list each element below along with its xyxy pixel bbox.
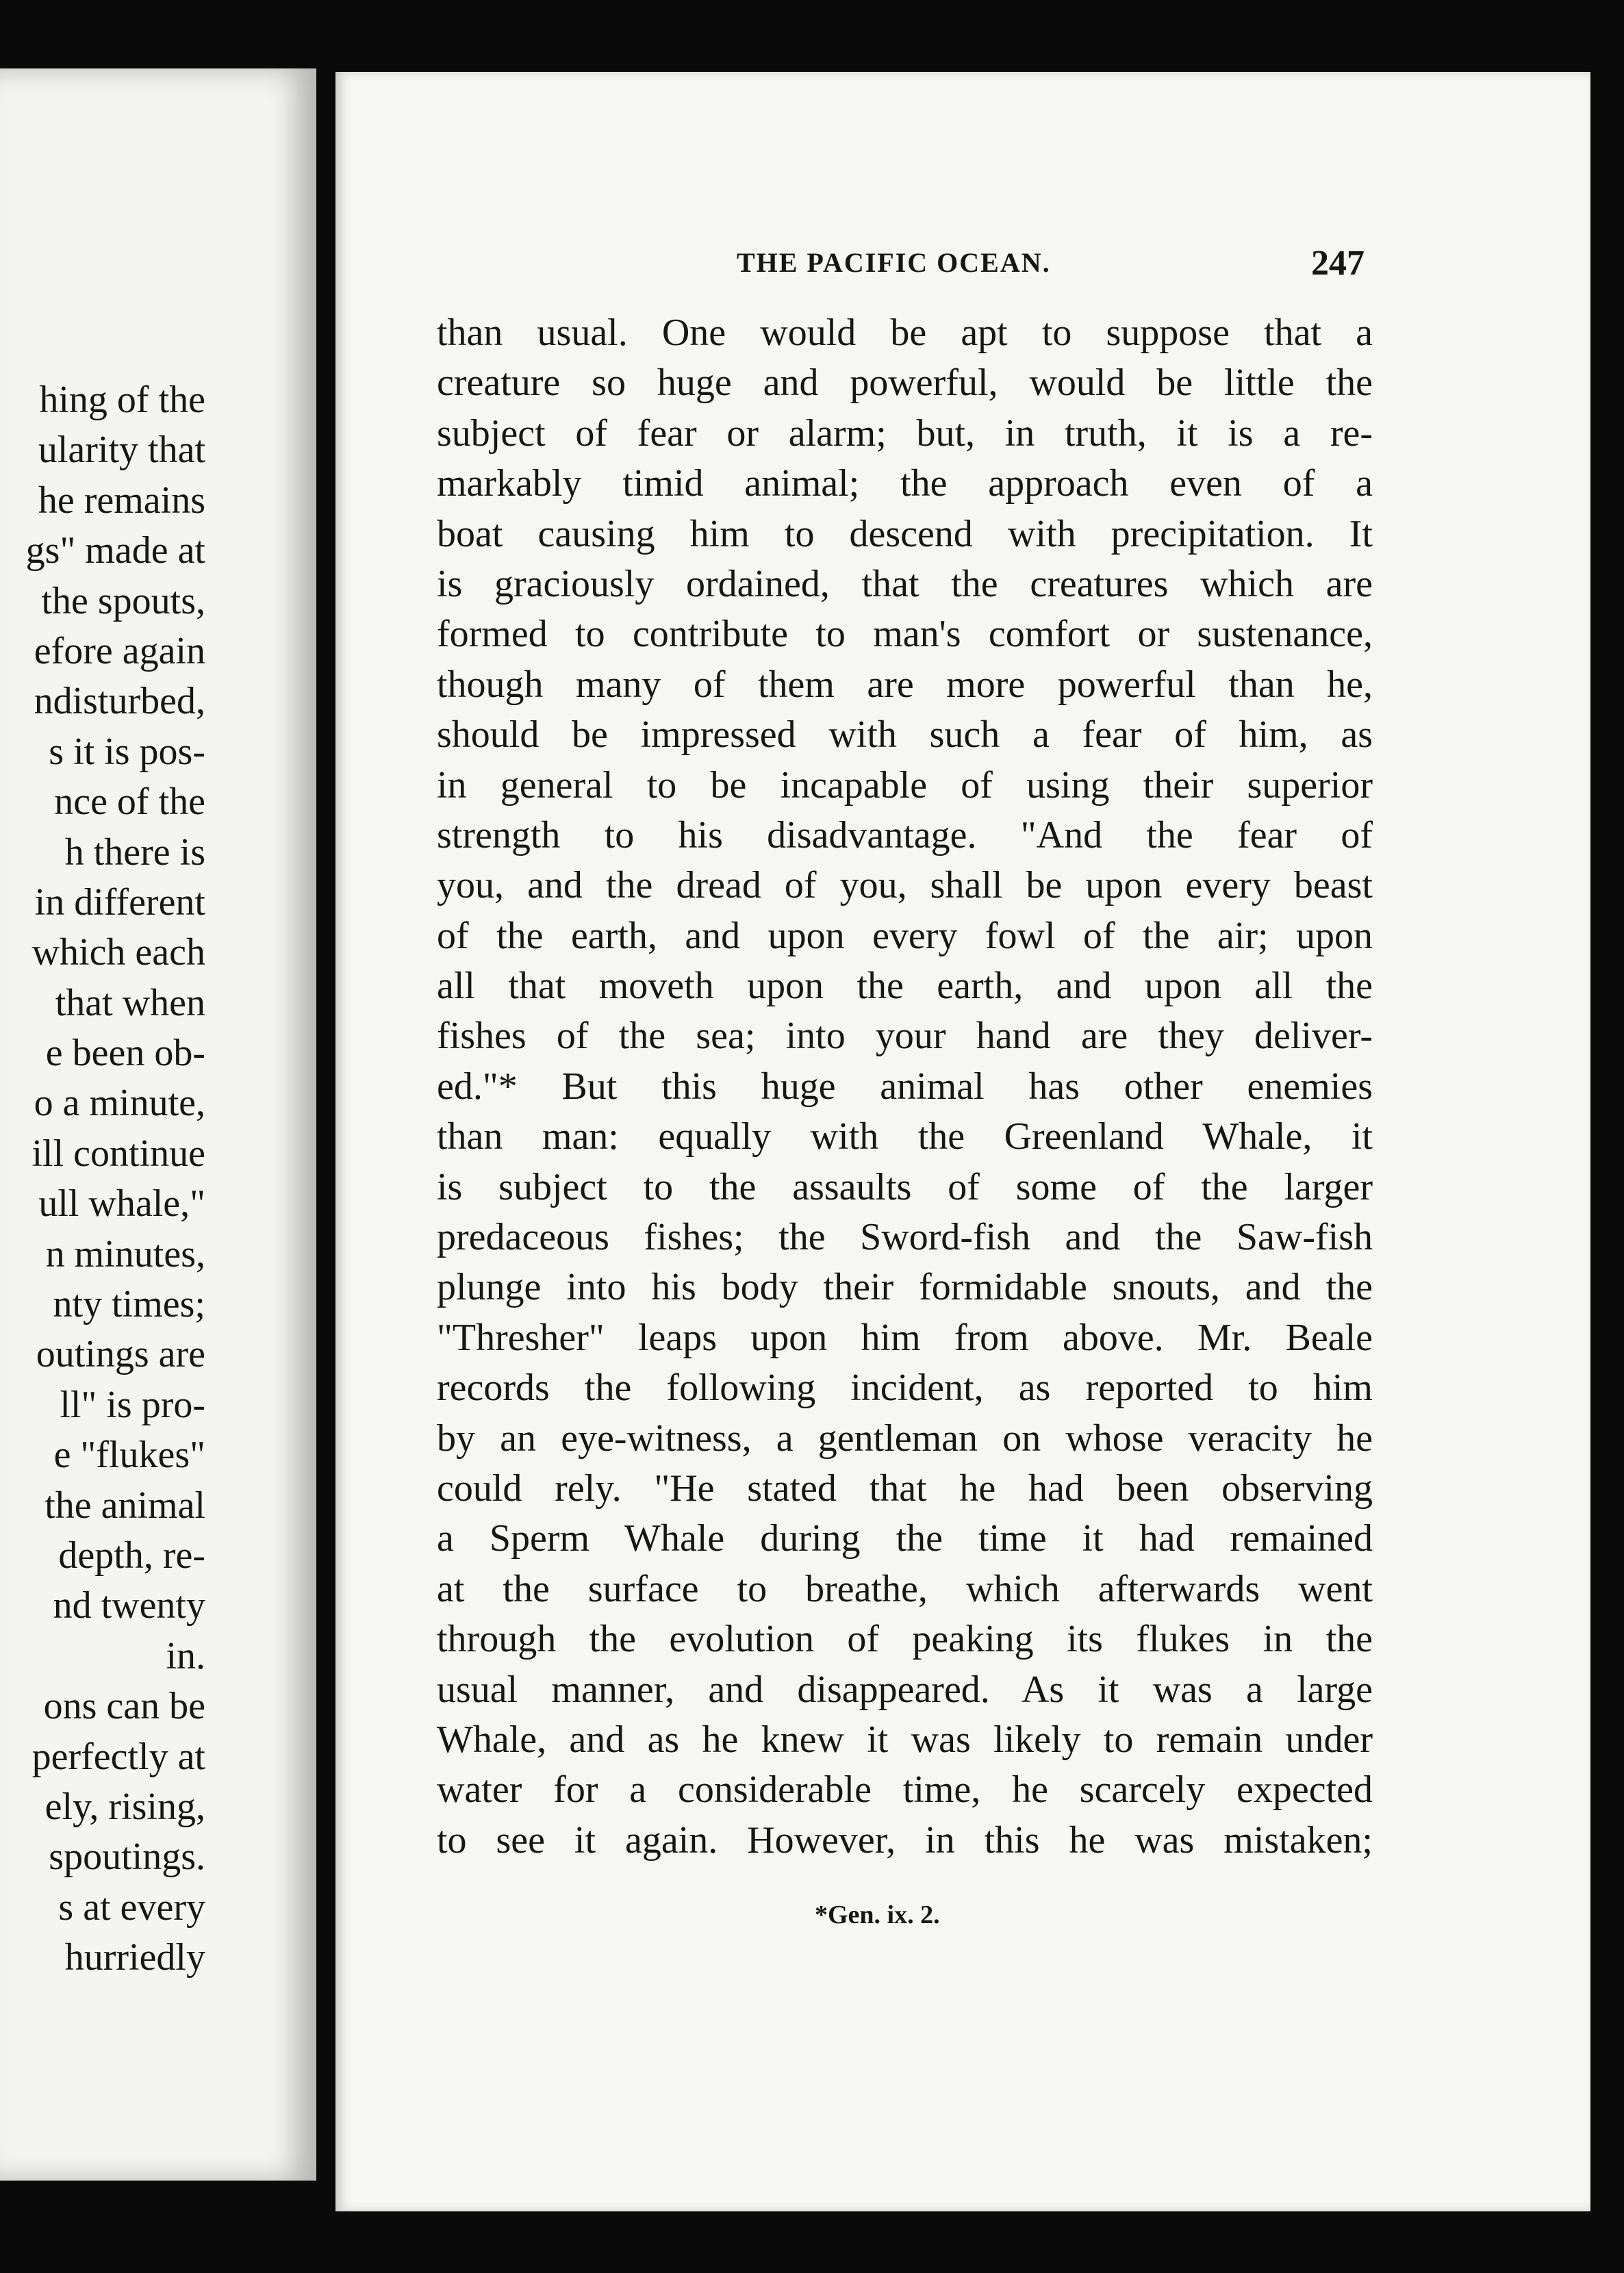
running-head: THE PACIFIC OCEAN.: [737, 247, 1051, 278]
text-line: is graciously ordained, that the creatures which are: [437, 562, 1373, 605]
left-text-line: ularity that: [38, 429, 205, 472]
text-line: boat causing him to descend with precipitation. It: [437, 512, 1373, 555]
left-text-line: the spouts,: [41, 579, 205, 622]
footnote: *Gen. ix. 2.: [815, 1901, 940, 1929]
left-text-line: outings are: [36, 1333, 205, 1376]
left-text-line: that when: [55, 981, 205, 1024]
text-line: water for a considerable time, he scarcely expected: [437, 1768, 1373, 1812]
left-text-line: perfectly at: [31, 1735, 205, 1778]
text-line: creature so huge and powerful, would be little the: [437, 361, 1373, 405]
left-page: [0, 68, 316, 2181]
left-text-line: nd twenty: [53, 1584, 205, 1627]
left-text-line: ndisturbed,: [34, 680, 205, 723]
text-line: records the following incident, as reported to him: [437, 1367, 1373, 1410]
left-text-line: ill continue: [31, 1132, 205, 1175]
text-line: than usual. One would be apt to suppose that a: [437, 312, 1373, 354]
left-text-line: in.: [166, 1634, 205, 1677]
text-line: a Sperm Whale during the time it had remained: [437, 1517, 1373, 1560]
left-text-line: efore again: [34, 629, 205, 672]
text-line: by an eye-witness, a gentleman on whose veracity he: [437, 1417, 1373, 1460]
text-line: than man: equally with the Greenland Whale, it: [437, 1115, 1373, 1158]
text-line: strength to his disadvantage. "And the fear of: [437, 813, 1373, 856]
text-line: you, and the dread of you, shall be upon every beast: [437, 864, 1373, 907]
body-text: [437, 308, 1373, 1866]
left-text-line: the animal: [45, 1484, 205, 1527]
left-text-line: hurriedly: [64, 1936, 205, 1979]
left-text-line: s at every: [58, 1885, 205, 1929]
text-line: should be impressed with such a fear of him, as: [437, 713, 1373, 757]
left-text-line: gs" made at: [25, 529, 205, 572]
left-text-line: ull whale,": [38, 1182, 205, 1226]
left-text-line: e "flukes": [53, 1434, 205, 1477]
text-line: subject of fear or alarm; but, in truth, it is a re-: [437, 411, 1373, 455]
left-text-line: he remains: [38, 479, 205, 522]
left-text-line: h there is: [64, 830, 205, 874]
left-text-line: in different: [34, 880, 205, 924]
left-text-line: ons can be: [43, 1685, 205, 1728]
text-line: ed."* But this huge animal has other enemies: [437, 1065, 1373, 1108]
text-line: to see it again. However, in this he was mistaken;: [437, 1818, 1373, 1862]
left-text-line: nty times;: [53, 1283, 205, 1326]
text-line: plunge into his body their formidable snouts, and the: [437, 1266, 1373, 1309]
text-line: is subject to the assaults of some of the larger: [437, 1165, 1373, 1208]
text-line: markably timid animal; the approach even of a: [437, 462, 1373, 505]
text-line: predaceous fishes; the Sword-fish and the Saw-fish: [437, 1216, 1373, 1259]
left-text-line: n minutes,: [45, 1232, 205, 1275]
text-line: fishes of the sea; into your hand are they deliver-: [437, 1015, 1373, 1058]
left-text-line: ll" is pro-: [60, 1383, 205, 1426]
text-line: at the surface to breathe, which afterwards went: [437, 1567, 1373, 1610]
left-text-line: depth, re-: [58, 1534, 205, 1577]
text-line: of the earth, and upon every fowl of the air; upon: [437, 914, 1373, 957]
text-line: "Thresher" leaps upon him from above. Mr. Beale: [437, 1316, 1373, 1359]
left-text-line: o a minute,: [34, 1082, 205, 1125]
page-number: 247: [1311, 244, 1365, 283]
left-text-line: which each: [31, 931, 205, 974]
right-page: [335, 72, 1590, 2211]
text-line: Whale, and as he knew it was likely to remain under: [437, 1718, 1373, 1761]
left-text-line: s it is pos-: [49, 730, 205, 773]
left-text-line: hing of the: [39, 379, 205, 421]
left-text-line: e been ob-: [45, 1032, 205, 1075]
text-line: could rely. "He stated that he had been observing: [437, 1466, 1373, 1510]
text-line: formed to contribute to man's comfort or sustenance,: [437, 613, 1373, 656]
text-line: usual manner, and disappeared. As it was a large: [437, 1668, 1373, 1711]
text-line: all that moveth upon the earth, and upon all the: [437, 965, 1373, 1008]
text-line: though many of them are more powerful than he,: [437, 663, 1373, 706]
text-line: in general to be incapable of using their superior: [437, 763, 1373, 807]
left-text-line: ely, rising,: [45, 1785, 205, 1828]
left-text-line: nce of the: [54, 780, 205, 824]
text-line: through the evolution of peaking its flukes in the: [437, 1618, 1373, 1661]
left-text-line: spoutings.: [49, 1836, 205, 1879]
left-page-text: [0, 375, 205, 1983]
